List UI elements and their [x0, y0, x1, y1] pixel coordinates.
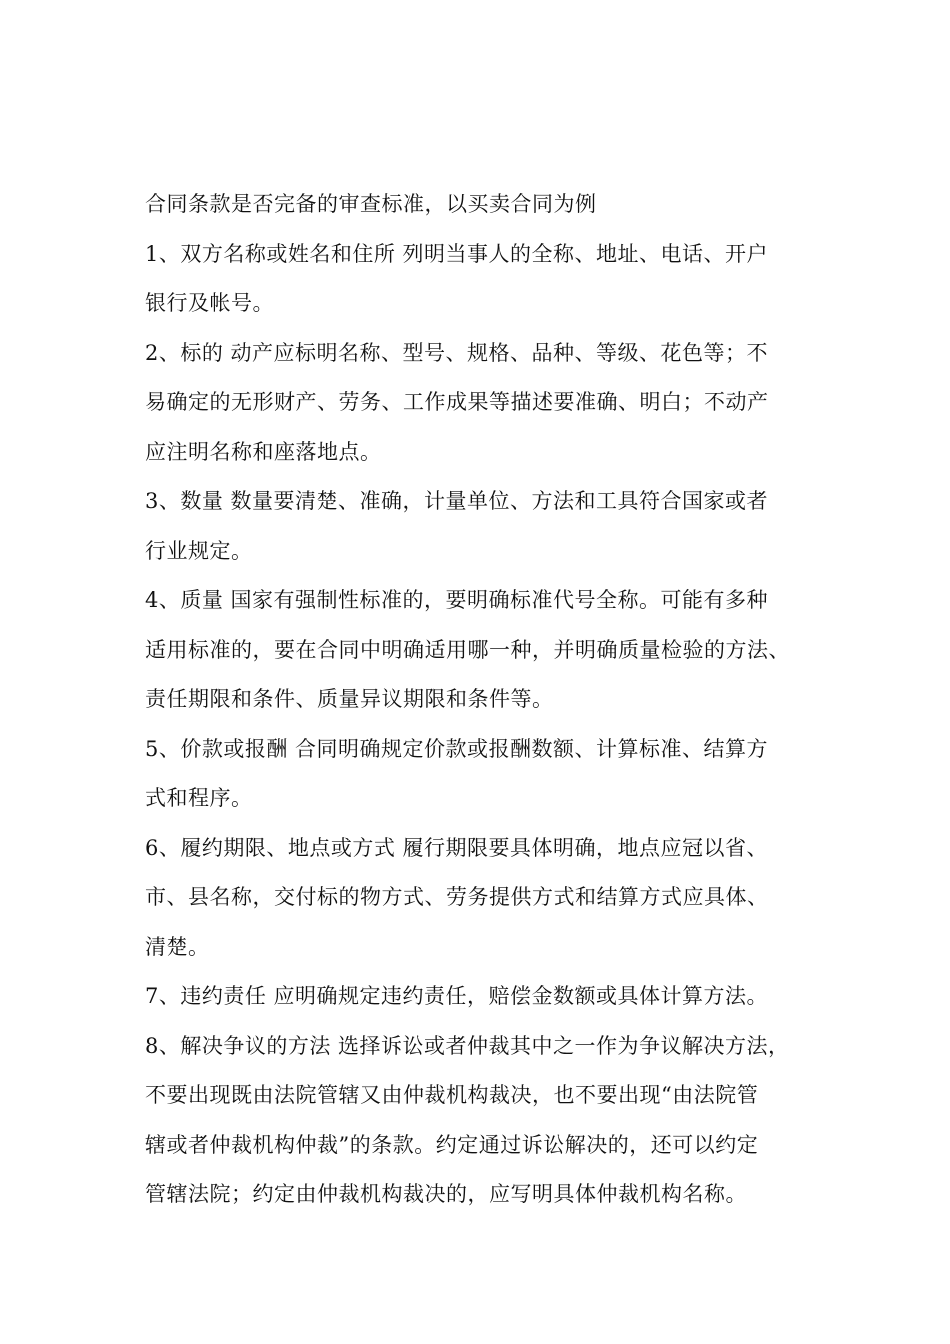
clause-2-line-3: 应注明名称和座落地点。 [145, 439, 382, 464]
clause-8-line-1: 8、解决争议的方法 选择诉讼或者仲裁其中之一作为争议解决方法， [145, 1033, 790, 1058]
clause-4-line-1: 4、质量 国家有强制性标准的，要明确标准代号全称。可能有多种 [145, 588, 769, 612]
clause-6-line-3: 清楚。 [145, 934, 210, 959]
clause-5-line-1: 5、价款或报酬 合同明确规定价款或报酬数额、计算标准、结算方 [145, 736, 769, 761]
clause-6-line-2: 市、县名称，交付标的物方式、劳务提供方式和结算方式应具体、 [145, 885, 769, 909]
clause-3-line-2: 行业规定。 [145, 538, 253, 563]
clause-8-line-2: 不要出现既由法院管辖又由仲裁机构裁决，也不要出现“由法院管 [145, 1083, 759, 1107]
clause-8-line-3: 辖或者仲裁机构仲裁”的条款。约定通过诉讼解决的，还可以约定 [145, 1132, 759, 1157]
clause-4-line-2: 适用标准的，要在合同中明确适用哪一种，并明确质量检验的方法、 [145, 637, 790, 662]
clause-6-line-1: 6、履约期限、地点或方式 履行期限要具体明确，地点应冠以省、 [145, 835, 769, 860]
document-title: 合同条款是否完备的审查标准，以买卖合同为例 [145, 192, 597, 216]
clause-2-line-2: 易确定的无形财产、劳务、工作成果等描述要准确、明白；不动产 [145, 390, 769, 414]
clause-2-line-1: 2、标的 动产应标明名称、型号、规格、品种、等级、花色等；不 [145, 340, 769, 365]
clause-5-line-2: 式和程序。 [145, 786, 253, 810]
clause-1-line-2: 银行及帐号。 [145, 291, 274, 315]
clause-8-line-4: 管辖法院；约定由仲裁机构裁决的，应写明具体仲裁机构名称。 [145, 1182, 747, 1206]
clause-1-line-1: 1、双方名称或姓名和住所 列明当事人的全称、地址、电话、开户 [145, 241, 769, 266]
clause-7-line-1: 7、违约责任 应明确规定违约责任，赔偿金数额或具体计算方法。 [145, 984, 769, 1008]
clause-4-line-3: 责任期限和条件、质量异议期限和条件等。 [145, 687, 554, 711]
clause-3-line-1: 3、数量 数量要清楚、准确，计量单位、方法和工具符合国家或者 [145, 489, 769, 513]
document-body [145, 180, 845, 1220]
